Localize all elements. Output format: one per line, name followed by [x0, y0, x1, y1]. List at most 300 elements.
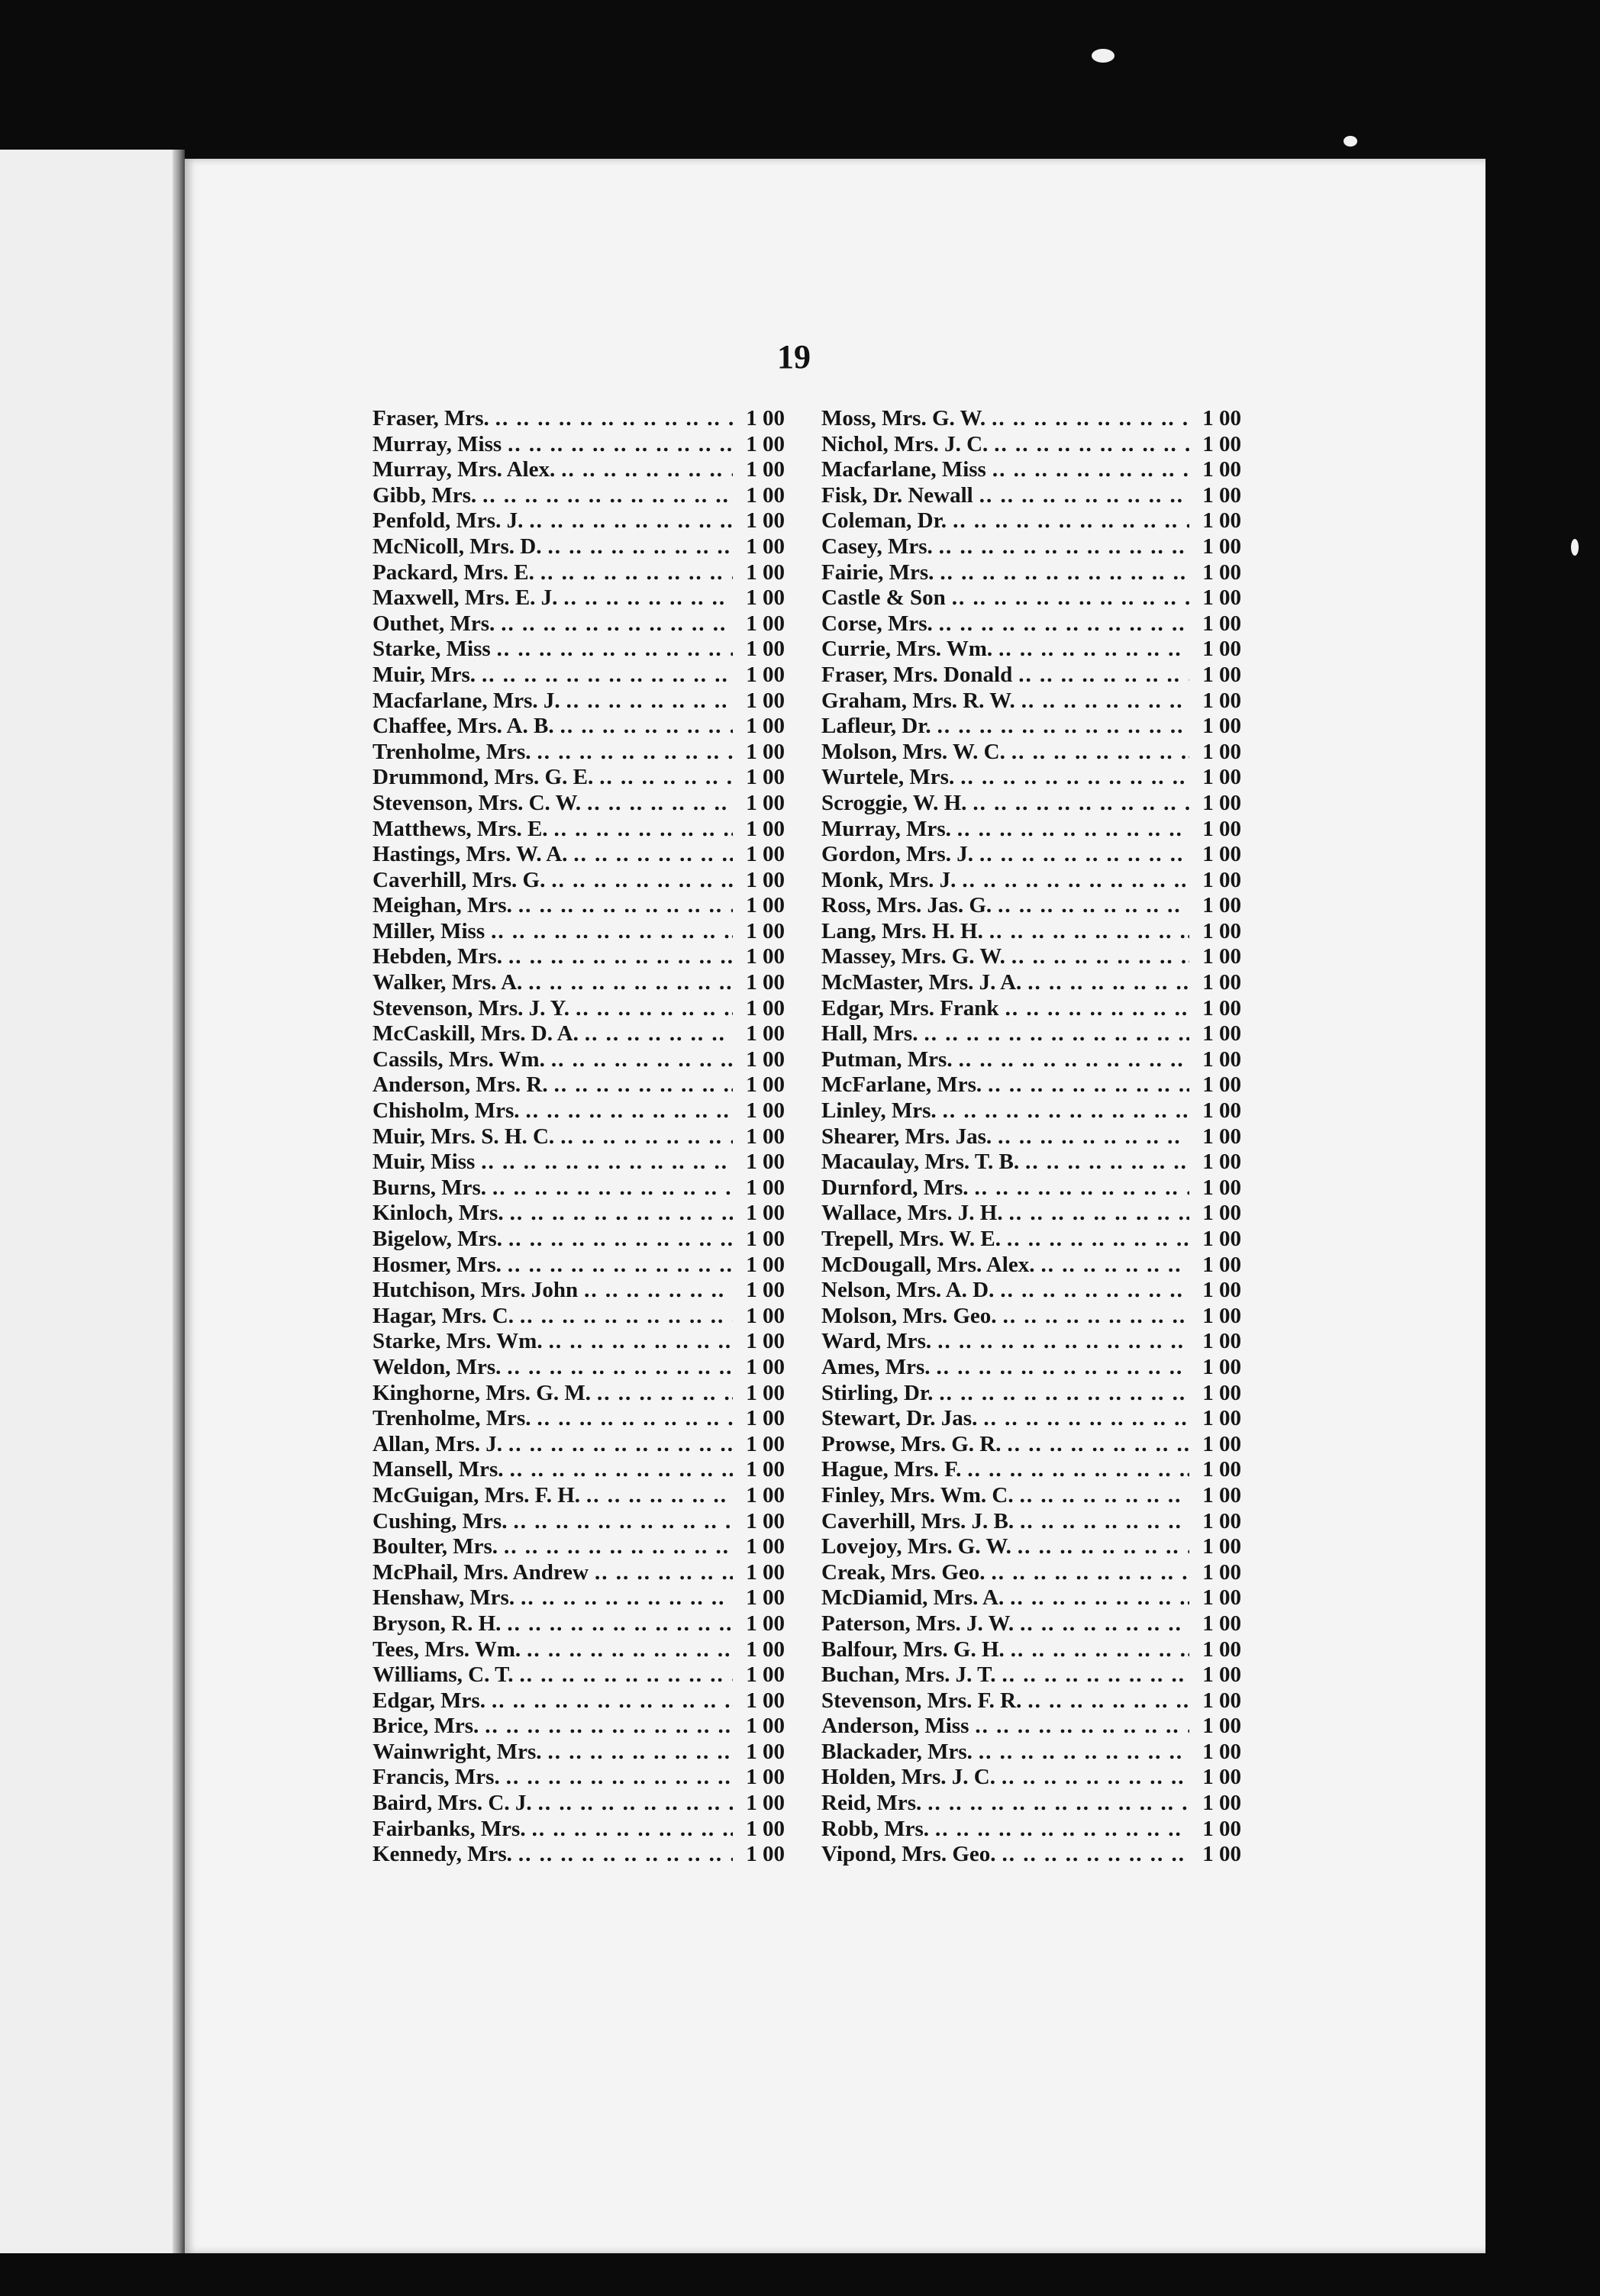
subscription-amount: 1 00 [1202, 1457, 1241, 1482]
subscription-amount: 1 00 [1202, 790, 1241, 815]
subscriber-name: Macfarlane, Mrs. J. [373, 688, 560, 713]
subscriber-name: Molson, Mrs. W. C. [821, 739, 1005, 764]
list-item [373, 1560, 785, 1586]
dot-leader [967, 1457, 1189, 1483]
subscription-amount: 1 00 [746, 970, 785, 995]
subscription-amount: 1 00 [1202, 1714, 1241, 1739]
subscriber-name: Edgar, Mrs. [373, 1688, 485, 1713]
dot-leader [979, 483, 1189, 509]
list-item [821, 1201, 1241, 1227]
list-item [821, 919, 1241, 945]
subscriber-name: Vipond, Mrs. Geo. [821, 1842, 996, 1867]
list-item [373, 893, 785, 919]
subscription-amount: 1 00 [1202, 1046, 1241, 1072]
subscription-amount: 1 00 [746, 816, 785, 841]
subscription-amount: 1 00 [746, 534, 785, 559]
subscriber-name: Williams, C. T. [373, 1662, 514, 1688]
dot-leader [1002, 1662, 1189, 1688]
subscription-amount: 1 00 [1202, 559, 1241, 585]
list-item [373, 714, 785, 740]
subscription-amount: 1 00 [746, 1098, 785, 1124]
list-item [821, 817, 1241, 843]
dot-leader [1027, 970, 1189, 996]
subscription-amount: 1 00 [746, 1662, 785, 1688]
list-item [373, 1021, 785, 1047]
subscription-amount: 1 00 [746, 1329, 785, 1354]
subscription-amount: 1 00 [746, 1688, 785, 1713]
subscription-amount: 1 00 [746, 1765, 785, 1790]
list-item [821, 1714, 1241, 1740]
subscription-amount: 1 00 [1202, 1354, 1241, 1379]
subscriber-name: Burns, Mrs. [373, 1175, 487, 1200]
list-item [821, 585, 1241, 611]
list-item [821, 1791, 1241, 1817]
dot-leader [491, 919, 733, 945]
dot-leader [528, 970, 733, 996]
subscription-amount: 1 00 [1202, 1098, 1241, 1124]
subscription-amount: 1 00 [1202, 1227, 1241, 1251]
dot-leader [952, 585, 1189, 611]
subscription-amount: 1 00 [746, 1252, 785, 1277]
list-item [373, 1329, 785, 1355]
subscriber-name: Kinloch, Mrs. [373, 1201, 504, 1226]
subscriber-name: Fisk, Dr. Newall [821, 482, 973, 508]
list-item [373, 970, 785, 996]
subscription-amount: 1 00 [746, 944, 785, 969]
subscription-amount: 1 00 [746, 790, 785, 815]
subscriber-name: Maxwell, Mrs. E. J. [373, 585, 558, 611]
list-item [373, 1406, 785, 1432]
dot-leader [1018, 1534, 1189, 1560]
subscriber-name: Robb, Mrs. [821, 1816, 929, 1841]
subscription-amount: 1 00 [1202, 1431, 1241, 1456]
list-item [821, 1329, 1241, 1355]
subscription-amount: 1 00 [746, 1124, 785, 1149]
dot-leader [992, 1560, 1190, 1586]
subscriber-name: Monk, Mrs. J. [821, 867, 956, 892]
subscription-amount: 1 00 [746, 1380, 785, 1405]
list-item [821, 1740, 1241, 1766]
dot-leader [992, 406, 1189, 432]
list-item [821, 1560, 1241, 1586]
dust-speck [1344, 136, 1357, 147]
subscription-amount: 1 00 [1202, 637, 1241, 662]
dot-leader [1000, 1278, 1189, 1304]
list-item [373, 1842, 785, 1868]
subscriber-name: Cushing, Mrs. [373, 1508, 508, 1533]
list-item [821, 1278, 1241, 1304]
subscription-amount: 1 00 [746, 995, 785, 1021]
list-item [373, 1124, 785, 1150]
subscription-amount: 1 00 [746, 406, 785, 430]
list-item [373, 1714, 785, 1740]
list-item [821, 970, 1241, 996]
subscriber-name: Stevenson, Mrs. F. R. [821, 1688, 1022, 1713]
dot-leader [973, 791, 1189, 817]
subscriber-name: Murray, Mrs. [821, 816, 951, 841]
list-item [373, 688, 785, 714]
subscriber-name: Buchan, Mrs. J. T. [821, 1662, 996, 1688]
subscription-amount: 1 00 [746, 1431, 785, 1456]
list-item [821, 611, 1241, 637]
list-item [373, 406, 785, 432]
subscriber-name: Mansell, Mrs. [373, 1457, 504, 1482]
dot-leader [504, 1534, 733, 1560]
dot-leader [979, 842, 1189, 868]
dust-speck [1092, 49, 1115, 63]
subscription-amount: 1 00 [1202, 1150, 1241, 1175]
dot-leader [939, 534, 1189, 560]
subscription-amount: 1 00 [746, 1482, 785, 1508]
list-item [821, 1355, 1241, 1381]
subscriber-name: Chisholm, Mrs. [373, 1098, 520, 1124]
subscriber-name: Trenholme, Mrs. [373, 739, 531, 764]
subscription-amount: 1 00 [1202, 611, 1241, 636]
list-item [373, 1765, 785, 1791]
subscriber-name: Hagar, Mrs. C. [373, 1303, 514, 1328]
list-item [373, 817, 785, 843]
subscription-amount: 1 00 [746, 1842, 785, 1867]
list-item [821, 740, 1241, 766]
subscription-amount: 1 00 [746, 431, 785, 456]
dot-leader [482, 663, 733, 688]
dot-leader [924, 1021, 1189, 1047]
dot-leader [992, 457, 1189, 483]
subscriber-name: Murray, Miss [373, 431, 502, 456]
dot-leader [560, 1124, 733, 1150]
subscription-amount: 1 00 [746, 1457, 785, 1482]
dot-leader [497, 637, 733, 663]
subscriber-name: Kennedy, Mrs. [373, 1842, 512, 1867]
dot-leader [540, 560, 733, 586]
subscriber-name: Holden, Mrs. J. C. [821, 1765, 995, 1790]
subscription-amount: 1 00 [1202, 1791, 1241, 1816]
list-item [821, 791, 1241, 817]
subscription-amount: 1 00 [1202, 1662, 1241, 1688]
dot-leader [518, 1842, 733, 1868]
list-item [373, 1688, 785, 1714]
subscription-amount: 1 00 [1202, 1482, 1241, 1508]
list-item [373, 1227, 785, 1253]
subscriber-name: Lafleur, Dr. [821, 714, 931, 739]
subscriber-name: Shearer, Mrs. Jas. [821, 1124, 992, 1149]
list-item [821, 1175, 1241, 1201]
list-item [821, 1406, 1241, 1432]
dot-leader [975, 1175, 1189, 1201]
subscription-amount: 1 00 [1202, 1688, 1241, 1713]
dot-leader [935, 1817, 1189, 1843]
list-item [373, 1662, 785, 1688]
list-item [821, 842, 1241, 868]
subscription-amount: 1 00 [1202, 944, 1241, 969]
list-item [373, 560, 785, 586]
subscription-amount: 1 00 [1202, 714, 1241, 739]
dot-leader [551, 1047, 733, 1073]
subscription-amount: 1 00 [746, 1175, 785, 1200]
list-item [373, 1304, 785, 1330]
subscription-amount: 1 00 [1202, 662, 1241, 687]
list-item [373, 842, 785, 868]
subscriber-name: McCaskill, Mrs. D. A. [373, 1021, 579, 1046]
dot-leader [481, 1150, 733, 1175]
subscription-amount: 1 00 [1202, 1508, 1241, 1533]
dot-leader [998, 637, 1189, 663]
subscriber-name: Hague, Mrs. F. [821, 1457, 962, 1482]
subscription-amount: 1 00 [1202, 816, 1241, 841]
subscriber-name: Muir, Miss [373, 1150, 476, 1175]
dot-leader [1027, 1688, 1189, 1714]
list-item [821, 1662, 1241, 1688]
list-item [373, 1201, 785, 1227]
subscriber-name: Henshaw, Mrs. [373, 1585, 515, 1611]
list-item [373, 1611, 785, 1637]
subscription-amount: 1 00 [1202, 1252, 1241, 1277]
subscriber-name: Prowse, Mrs. G. R. [821, 1431, 1002, 1456]
list-item [373, 1457, 785, 1483]
dot-leader [994, 432, 1189, 458]
subscription-amount: 1 00 [746, 662, 785, 687]
dot-leader [1005, 996, 1189, 1022]
dot-leader [510, 1201, 733, 1227]
dot-leader [998, 893, 1189, 919]
subscriber-name: Trenholme, Mrs. [373, 1406, 531, 1431]
list-item [373, 1047, 785, 1073]
subscriber-name: McPhail, Mrs. Andrew [373, 1559, 589, 1585]
subscriber-name: Stevenson, Mrs. C. W. [373, 790, 582, 815]
subscription-amount: 1 00 [1202, 1611, 1241, 1636]
list-item [373, 1585, 785, 1611]
subscriber-name: Starke, Mrs. Wm. [373, 1329, 543, 1354]
subscriber-name: Currie, Mrs. Wm. [821, 637, 993, 662]
subscriber-name: Blackader, Mrs. [821, 1739, 973, 1764]
dot-leader [573, 842, 733, 868]
dot-leader [1007, 1432, 1189, 1458]
subscriber-name: Molson, Mrs. Geo. [821, 1303, 997, 1328]
list-item [821, 1637, 1241, 1663]
dot-leader [566, 688, 733, 714]
subscriber-name: Fairbanks, Mrs. [373, 1816, 526, 1841]
subscription-amount: 1 00 [1202, 1559, 1241, 1585]
subscriber-name: Fraser, Mrs. Donald [821, 662, 1013, 687]
dot-leader [520, 1662, 733, 1688]
list-item [373, 637, 785, 663]
dot-leader [532, 1817, 733, 1843]
subscriber-name: Gibb, Mrs. [373, 482, 477, 508]
dot-leader [521, 1585, 733, 1611]
subscription-amount: 1 00 [1202, 1585, 1241, 1611]
list-item [821, 1124, 1241, 1150]
subscriber-name: Putman, Mrs. [821, 1046, 953, 1072]
dot-leader [508, 1227, 733, 1253]
subscriber-name: Edgar, Mrs. Frank [821, 995, 999, 1021]
subscription-amount: 1 00 [746, 1046, 785, 1072]
subscriber-name: Muir, Mrs. S. H. C. [373, 1124, 555, 1149]
subscriber-name: Anderson, Miss [821, 1714, 969, 1739]
subscription-amount: 1 00 [1202, 842, 1241, 867]
subscriber-name: Brice, Mrs. [373, 1714, 479, 1739]
dot-leader [495, 406, 733, 432]
list-item [373, 1791, 785, 1817]
book-gutter [173, 150, 185, 2253]
list-item [373, 508, 785, 534]
dot-leader [943, 1098, 1189, 1124]
dot-leader [939, 1381, 1189, 1407]
list-item [821, 893, 1241, 919]
list-item [821, 1765, 1241, 1791]
dot-leader [960, 765, 1189, 791]
list-item [373, 765, 785, 791]
subscriber-name: Wurtele, Mrs. [821, 765, 955, 790]
dot-leader [957, 817, 1189, 843]
list-item [821, 663, 1241, 688]
subscriber-name: McNicoll, Mrs. D. [373, 534, 542, 559]
page-number: 19 [777, 338, 811, 376]
subscriber-name: Packard, Mrs. E. [373, 559, 534, 585]
list-item [821, 1509, 1241, 1535]
list-item [821, 1072, 1241, 1098]
list-item [373, 534, 785, 560]
subscription-amount: 1 00 [746, 1201, 785, 1226]
subscription-amount: 1 00 [1202, 406, 1241, 430]
dot-leader [551, 868, 733, 894]
dot-leader [595, 1560, 733, 1586]
subscriber-name: Caverhill, Mrs. G. [373, 867, 546, 892]
list-item [821, 944, 1241, 970]
list-item [821, 996, 1241, 1022]
subscriber-name: Muir, Mrs. [373, 662, 476, 687]
dot-leader [492, 1175, 733, 1201]
list-item [821, 1817, 1241, 1843]
subscription-amount: 1 00 [1202, 970, 1241, 995]
list-item [821, 1381, 1241, 1407]
dot-leader [1010, 1585, 1189, 1611]
subscriber-name: Matthews, Mrs. E. [373, 816, 548, 841]
dot-leader [988, 1072, 1189, 1098]
dot-leader [510, 1457, 733, 1483]
subscription-amount: 1 00 [746, 1072, 785, 1098]
dot-leader [526, 1098, 733, 1124]
subscription-amount: 1 00 [746, 1303, 785, 1328]
dot-leader [975, 1714, 1189, 1740]
subscription-amount: 1 00 [1202, 1201, 1241, 1226]
dot-leader [507, 1355, 733, 1381]
subscription-amount: 1 00 [746, 1637, 785, 1662]
list-item [821, 1842, 1241, 1868]
list-item [821, 432, 1241, 458]
subscriber-name: Massey, Mrs. G. W. [821, 944, 1005, 969]
subscriber-name: Lang, Mrs. H. H. [821, 918, 983, 943]
dot-leader [939, 611, 1189, 637]
subscriber-name: Stirling, Dr. [821, 1380, 934, 1405]
subscription-amount: 1 00 [746, 1791, 785, 1816]
subscription-amount: 1 00 [746, 893, 785, 918]
dot-leader [1007, 1227, 1189, 1253]
list-item [821, 1150, 1241, 1175]
list-item [373, 1381, 785, 1407]
list-item [821, 1253, 1241, 1279]
subscriber-name: Macfarlane, Miss [821, 457, 986, 482]
subscriber-name: Nelson, Mrs. A. D. [821, 1278, 995, 1303]
subscription-amount: 1 00 [746, 1278, 785, 1303]
subscriber-name: Trepell, Mrs. W. E. [821, 1227, 1001, 1251]
subscriber-name: Walker, Mrs. A. [373, 970, 523, 995]
subscriber-name: Francis, Mrs. [373, 1765, 500, 1790]
subscription-amount: 1 00 [1202, 457, 1241, 482]
subscriber-name: Moss, Mrs. G. W. [821, 406, 986, 430]
subscription-amount: 1 00 [746, 1534, 785, 1559]
dot-leader [1025, 1150, 1189, 1175]
subscription-amount: 1 00 [1202, 1842, 1241, 1867]
dot-leader [953, 508, 1189, 534]
subscription-amount: 1 00 [1202, 1534, 1241, 1559]
subscription-amount: 1 00 [1202, 1637, 1241, 1662]
subscriber-name: Coleman, Dr. [821, 508, 947, 534]
subscriber-name: Stevenson, Mrs. J. Y. [373, 995, 570, 1021]
subscriber-name: McDougall, Mrs. Alex. [821, 1252, 1035, 1277]
dot-leader [998, 1124, 1189, 1150]
dot-leader [554, 1072, 733, 1098]
subscriber-name: McMaster, Mrs. J. A. [821, 970, 1022, 995]
subscriber-name: Fraser, Mrs. [373, 406, 489, 430]
list-item [373, 1817, 785, 1843]
subscription-amount: 1 00 [1202, 1739, 1241, 1764]
subscription-amount: 1 00 [1202, 482, 1241, 508]
subscriber-name: Ward, Mrs. [821, 1329, 932, 1354]
list-item [373, 1740, 785, 1766]
dot-leader [554, 817, 733, 843]
list-item [821, 1047, 1241, 1073]
subscription-amount: 1 00 [1202, 765, 1241, 790]
list-item [373, 457, 785, 483]
subscriber-name: Hosmer, Mrs. [373, 1252, 502, 1277]
dot-leader [1020, 1483, 1189, 1509]
subscriber-name: Wallace, Mrs. J. H. [821, 1201, 1003, 1226]
subscription-amount: 1 00 [746, 482, 785, 508]
dot-leader [518, 893, 733, 919]
list-item [821, 1457, 1241, 1483]
subscription-amount: 1 00 [1202, 739, 1241, 764]
list-item [373, 483, 785, 509]
dot-leader [537, 740, 733, 766]
dot-leader [1011, 740, 1189, 766]
list-item [821, 688, 1241, 714]
subscriber-name: Chaffee, Mrs. A. B. [373, 714, 554, 739]
subscription-amount: 1 00 [1202, 893, 1241, 918]
dot-leader [597, 1381, 733, 1407]
subscription-amount: 1 00 [1202, 1303, 1241, 1328]
subscriber-name: Penfold, Mrs. J. [373, 508, 524, 534]
subscriber-name: Graham, Mrs. R. W. [821, 688, 1015, 713]
subscriber-name: Castle & Son [821, 585, 946, 611]
subscriber-name: Meighan, Mrs. [373, 893, 512, 918]
subscriber-name: Stewart, Dr. Jas. [821, 1406, 978, 1431]
dot-leader [482, 483, 733, 509]
subscription-amount: 1 00 [1202, 431, 1241, 456]
subscription-amount: 1 00 [746, 714, 785, 739]
dot-leader [1040, 1253, 1189, 1279]
list-item [821, 1611, 1241, 1637]
list-item [373, 791, 785, 817]
subscription-amount: 1 00 [746, 508, 785, 534]
dot-leader [508, 1253, 733, 1279]
dot-leader [492, 1688, 733, 1714]
list-item [373, 663, 785, 688]
subscription-amount: 1 00 [746, 918, 785, 943]
list-item [821, 868, 1241, 894]
dot-leader [537, 1406, 733, 1432]
dot-leader [587, 791, 733, 817]
list-item [373, 1534, 785, 1560]
